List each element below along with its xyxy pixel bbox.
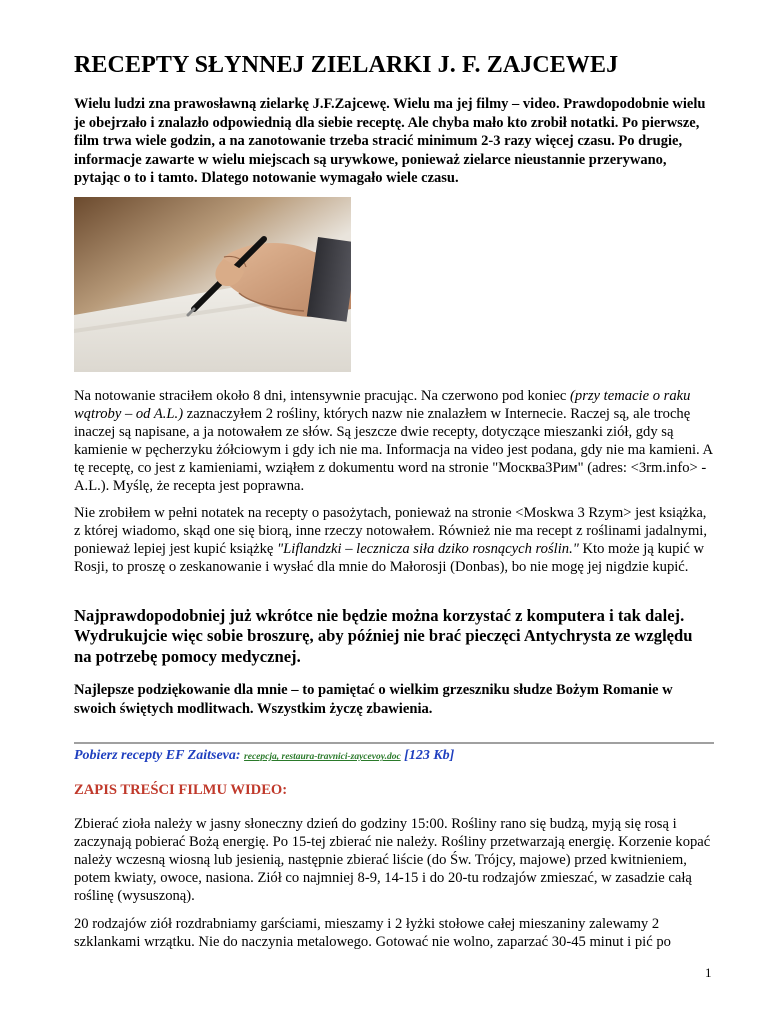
- paragraph-harvesting: Zbierać zioła należy w jasny słoneczny dzień do godziny 15:00. Rośliny rano się budzą, myją się rosą i zaczynają pobierać Bożą energię. Po 15-tej zbierać nie należy. Rośliny przetwarzają energię. Korzenie kopać należy wczesną wiosną lub jesienią, następnie zbierać liście (do Św. Trójcy, majowe) przed kwitnieniem, potem kwiaty, owoce, nasiona. Ziół co najmniej 8-9, 14-15 i do 20-tu rodzajów zmieszać, w zasadzie całą roślinę (wysuszoną).: [74, 816, 711, 905]
- horizontal-divider: [74, 742, 714, 744]
- paragraph2-book-title: "Liflandzki – lecznicza siła dziko rosnących roślin.": [277, 541, 579, 558]
- paragraph1-text-b: zaznaczyłem 2 rośliny, których nazw nie znalazłem w Internecie. Raczej są, ale trochę inaczej są napisane, a ja notowałem ze słów. Są jeszcze dwie recepty, dotyczące mieszanki ziół, gdy są kamienie w pęcherzyku żółciowym i gdy ich nie ma. Informacja na video jest podana, gdy nie ma kamieni. A tę receptę, co jest z kamieniami, wziąłem z dokumentu word na stronie "Москва3Рим" (adres: <3rm.info> - A.L.). Myślę, że recepta jest poprawna.: [74, 406, 713, 495]
- paragraph-notes-time: [74, 387, 714, 496]
- paragraph2-text-a: Nie zrobiłem w pełni notatek na recepty o pasożytach, ponieważ na stronie <Moskwa 3 Rzym> jest książka, z której wiadomo, skąd one się biorą, inne rzeczy notowałem. Również nie ma recept z roślinami jadalnymi, ponieważ lepiej jest kupić książkę: [74, 505, 707, 558]
- page-number: 1: [705, 965, 712, 980]
- paragraph1-text-a: Na notowanie straciłem około 8 dni, intensywnie pracując. Na czerwono pod koniec: [74, 388, 571, 404]
- thanks-paragraph: Najlepsze podziękowanie dla mnie – to pamiętać o wielkim grzeszniku słudze Bożym Romanie w swoich świętych modlitwach. Wszystkim życzę zbawienia.: [74, 682, 673, 717]
- warning-paragraph: Najprawdopodobniej już wkrótce nie będzie można korzystać z komputera i tak dalej. Wydrukujcie więc sobie broszurę, aby później nie brać pieczęci Antychrysta ze względu na potrzebę pomocy medycznej.: [74, 606, 693, 666]
- section-heading: ZAPIS TREŚCI FILMU WIDEO:: [74, 782, 288, 798]
- paragraph-preparation: 20 rodzajów ziół rozdrabniamy garściami, mieszamy i 2 łyżki stołowe całej mieszaniny zalewamy 2 szklankami wrzątku. Nie do naczynia metalowego. Gotować nie wolno, zaparzać 30-45 minut i pić po: [74, 916, 671, 951]
- page-title: RECEPTY SŁYNNEJ ZIELARKI J. F. ZAJCEWEJ: [74, 52, 619, 78]
- download-line: [74, 748, 714, 764]
- paragraph1-note: (przy temacie o raku wątroby – od A.L.): [74, 388, 691, 423]
- paragraph-parasites: [74, 504, 714, 576]
- hand-writing-pen-image: [74, 197, 351, 372]
- paragraph2-text-b: Kto może ją kupić w Rosji, to proszę o zeskanowanie i wysłać dla mnie do Małorosji (Donbas), bo nie mogę jej nigdzie kupić.: [74, 541, 705, 576]
- download-label: Pobierz recepty EF Zaitseva:: [74, 748, 241, 763]
- download-link[interactable]: recepcja, restaura-travnici-zaycevoy.doc: [244, 752, 401, 762]
- download-size: [123 Kb]: [404, 748, 455, 763]
- intro-paragraph: Wielu ludzi zna prawosławną zielarkę J.F.Zajcewę. Wielu ma jej filmy – video. Prawdopodobnie wielu je obejrzało i znalazło odpowiednią dla siebie receptę. Ale chyba mało kto zrobił notatki. Po pierwsze, film trwa wiele godzin, a na zanotowanie trzeba stracić minimum 2-3 razy więcej czasu. Po drugie, informacje zawarte w wielu miejscach są urywkowe, ponieważ zielarce nieustannie przerywano, pytając o to i tamto. Dlatego notowanie wymagało wiele czasu.: [74, 96, 706, 187]
